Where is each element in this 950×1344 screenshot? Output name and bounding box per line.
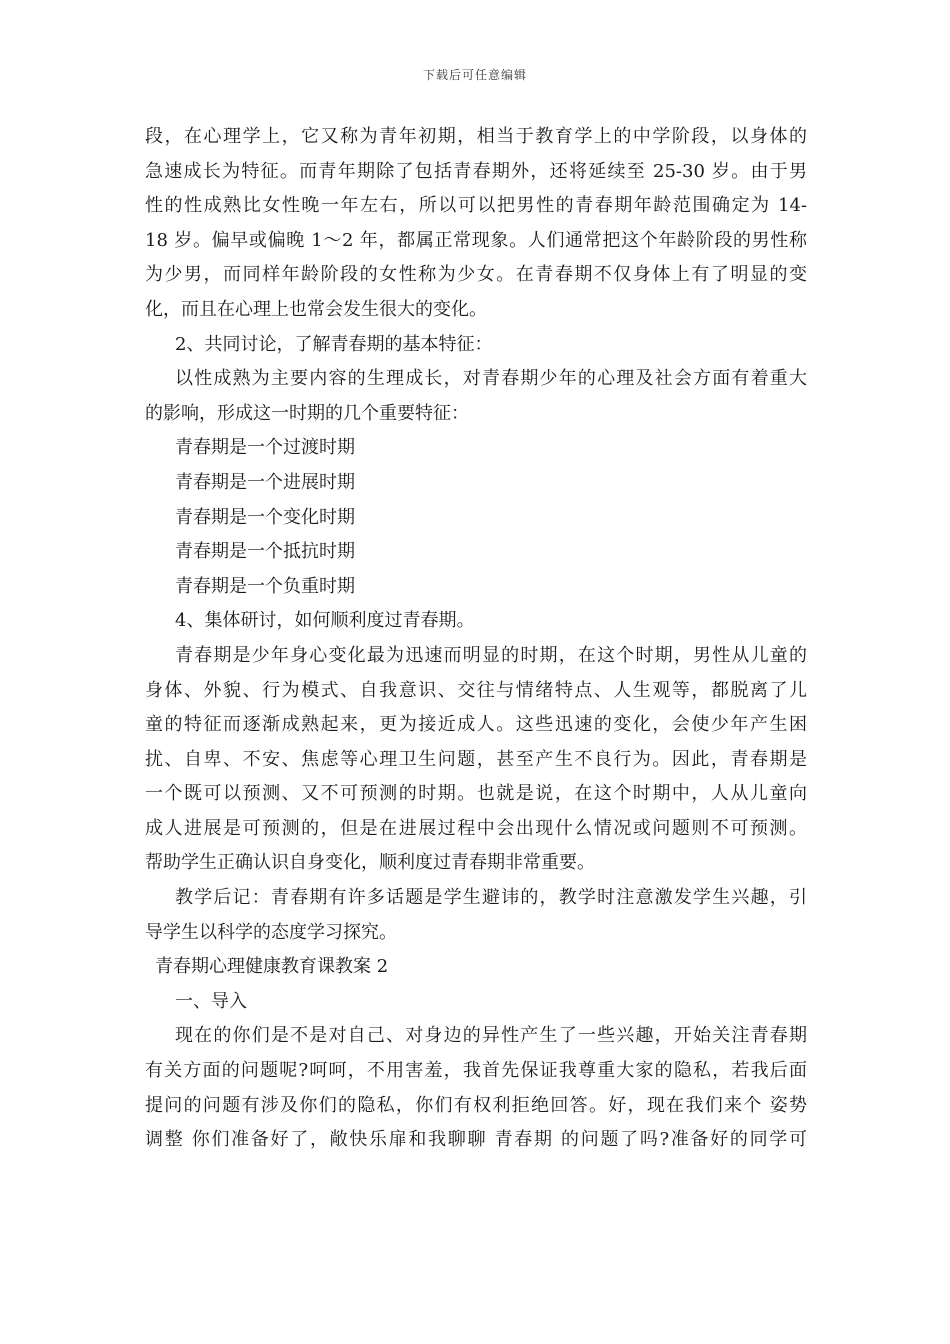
text-line: 成人进展是可预测的，但是在进展过程中会出现什么情况或问题则不可预测。	[145, 817, 807, 839]
text-line: 一个既可以预测、又不可预测的时期。也就是说，在这个时期中，人从儿童向	[145, 783, 807, 805]
text-line: 以性成熟为主要内容的生理成长，对青春期少年的心理及社会方面有着重大	[175, 368, 807, 390]
text-line: 青春期是一个进展时期	[175, 471, 355, 493]
text-line: 青春期是少年身心变化最为迅速而明显的时期，在这个时期，男性从儿童的	[175, 644, 807, 666]
section-title: 青春期心理健康教育课教案 2	[155, 956, 389, 978]
text-line: 身体、外貌、行为模式、自我意识、交往与情绪特点、人生观等，都脱离了儿	[145, 679, 807, 701]
text-line: 调整 你们准备好了，敞快乐扉和我聊聊 青春期 的问题了吗?准备好的同学可	[145, 1129, 807, 1151]
text-line: 扰、自卑、不安、焦虑等心理卫生问题，甚至产生不良行为。因此，青春期是	[145, 748, 807, 770]
text-line: 青春期是一个抵抗时期	[175, 541, 355, 563]
text-line: 帮助学生正确认识自身变化，顺利度过青春期非常重要。	[145, 852, 595, 874]
text-line: 性的性成熟比女性晚一年左右，所以可以把男性的青春期年龄范围确定为 14-	[145, 195, 807, 217]
text-line: 青春期是一个过渡时期	[175, 437, 355, 459]
text-line: 4、集体研讨，如何顺利度过青春期。	[175, 610, 475, 632]
text-line: 青春期是一个变化时期	[175, 506, 355, 528]
document-body	[145, 120, 807, 1158]
text-line: 教学后记：青春期有许多话题是学生避讳的，教学时注意激发学生兴趣，引	[175, 887, 807, 909]
text-line: 段，在心理学上，它又称为青年初期，相当于教育学上的中学阶段，以身体的	[145, 126, 807, 147]
page-header: 下载后可任意编辑	[422, 68, 527, 82]
text-line: 青春期是一个负重时期	[175, 575, 355, 597]
text-line: 有关方面的问题呢?呵呵，不用害羞，我首先保证我尊重大家的隐私，若我后面	[145, 1060, 807, 1082]
text-line: 的影响，形成这一时期的几个重要特征：	[145, 402, 469, 424]
text-line: 急速成长为特征。而青年期除了包括青春期外，还将延续至 25-30 岁。由于男	[145, 160, 807, 182]
text-line: 童的特征而逐渐成熟起来，更为接近成人。这些迅速的变化，会使少年产生困	[145, 714, 807, 736]
text-line: 化，而且在心理上也常会发生很大的变化。	[145, 298, 487, 320]
text-line: 导学生以科学的态度学习探究。	[145, 921, 397, 943]
text-line: 提问的问题有涉及你们的隐私，你们有权利拒绝回答。好，现在我们来个 姿势	[145, 1094, 807, 1116]
text-line: 为少男，而同样年龄阶段的女性称为少女。在青春期不仅身体上有了明显的变	[145, 264, 807, 286]
text-line: 一、导入	[175, 990, 247, 1012]
text-line: 2、共同讨论，了解青春期的基本特征：	[175, 333, 493, 355]
text-line: 现在的你们是不是对自己、对身边的异性产生了一些兴趣，开始关注青春期	[175, 1025, 807, 1047]
text-line: 18 岁。偏早或偏晚 1～2 年，都属正常现象。人们通常把这个年龄阶段的男性称	[145, 229, 807, 251]
